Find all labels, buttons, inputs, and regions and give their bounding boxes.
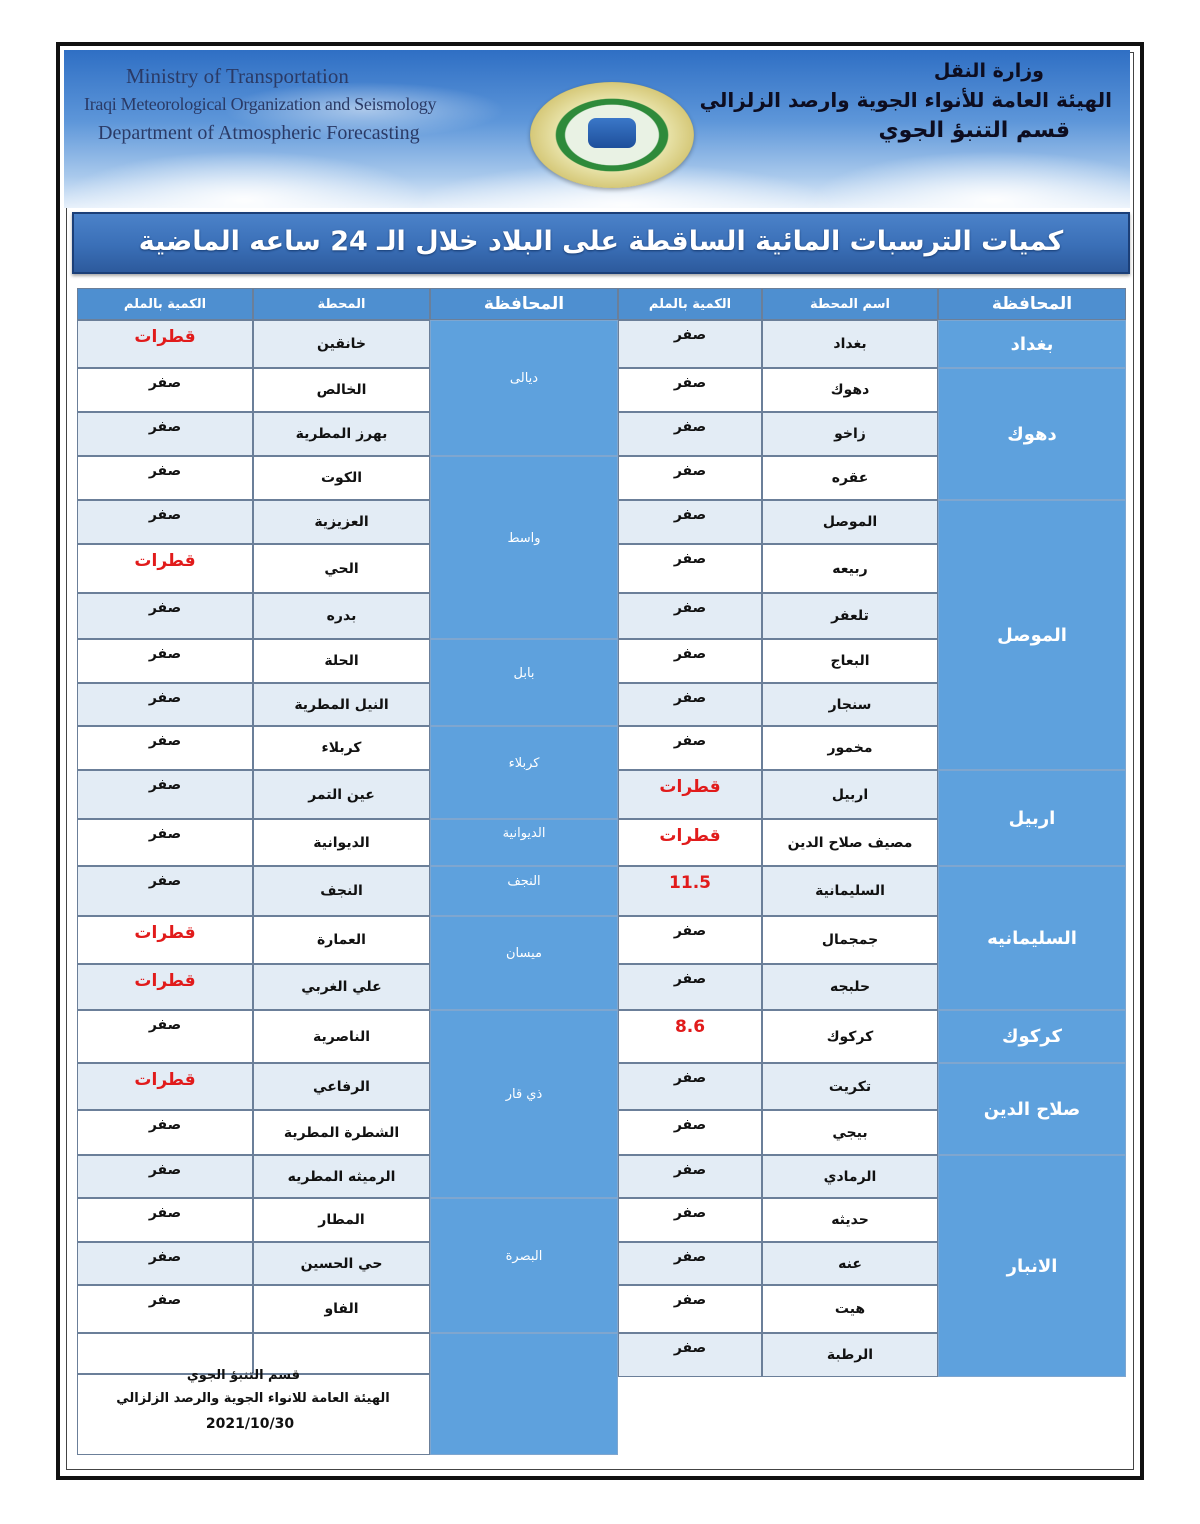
amount-cell: صفر bbox=[618, 1242, 762, 1285]
amount-cell: قطرات bbox=[77, 964, 253, 1010]
department-ar: قسم التنبؤ الجوي bbox=[878, 118, 1070, 143]
station-cell: علي الغربي bbox=[253, 964, 430, 1010]
station-cell: المطار bbox=[253, 1198, 430, 1242]
province-cell: الانبار bbox=[938, 1155, 1126, 1377]
amount-cell: صفر bbox=[77, 683, 253, 726]
amount-cell: قطرات bbox=[618, 770, 762, 819]
station-cell: الرفاعي bbox=[253, 1063, 430, 1110]
amount-cell: صفر bbox=[77, 1155, 253, 1198]
station-cell: النيل المطرية bbox=[253, 683, 430, 726]
province-cell: بابل bbox=[430, 639, 618, 726]
amount-cell: صفر bbox=[77, 412, 253, 456]
station-cell: العمارة bbox=[253, 916, 430, 964]
header-amount: الكمية بالملم bbox=[618, 288, 762, 320]
station-cell: النجف bbox=[253, 866, 430, 916]
amount-cell: صفر bbox=[77, 639, 253, 683]
amount-cell: قطرات bbox=[77, 544, 253, 593]
amount-cell: صفر bbox=[77, 593, 253, 639]
amount-cell: صفر bbox=[618, 1110, 762, 1155]
amount-cell: قطرات bbox=[77, 320, 253, 368]
header-province: المحافظة bbox=[938, 288, 1126, 320]
amount-cell: صفر bbox=[77, 726, 253, 770]
amount-cell: صفر bbox=[77, 1198, 253, 1242]
station-cell: حديثه bbox=[762, 1198, 938, 1242]
station-cell: حي الحسين bbox=[253, 1242, 430, 1285]
amount-cell: صفر bbox=[618, 726, 762, 770]
station-cell: بيجي bbox=[762, 1110, 938, 1155]
station-cell: العزيزية bbox=[253, 500, 430, 544]
station-cell: بدره bbox=[253, 593, 430, 639]
station-cell: كربلاء bbox=[253, 726, 430, 770]
station-cell: الموصل bbox=[762, 500, 938, 544]
province-cell: بغداد bbox=[938, 320, 1126, 368]
province-cell: كركوك bbox=[938, 1010, 1126, 1063]
station-cell: الديوانية bbox=[253, 819, 430, 866]
ministry-en: Ministry of Transportation bbox=[126, 64, 349, 88]
amount-cell: صفر bbox=[618, 320, 762, 368]
header-station: المحطة bbox=[253, 288, 430, 320]
footer-department: قسم التنبؤ الجوي bbox=[186, 1368, 300, 1383]
station-cell: الكوت bbox=[253, 456, 430, 500]
footer-date: 2021/10/30 bbox=[205, 1416, 295, 1432]
amount-cell: صفر bbox=[77, 500, 253, 544]
department-en: Department of Atmospheric Forecasting bbox=[98, 122, 420, 144]
amount-cell: صفر bbox=[77, 770, 253, 819]
station-cell: حلبجه bbox=[762, 964, 938, 1010]
province-cell: الموصل bbox=[938, 500, 1126, 770]
station-cell: الرمادي bbox=[762, 1155, 938, 1198]
station-cell: جمجمال bbox=[762, 916, 938, 964]
amount-cell: صفر bbox=[618, 1333, 762, 1377]
amount-cell: صفر bbox=[618, 683, 762, 726]
amount-cell: صفر bbox=[618, 964, 762, 1010]
amount-cell: صفر bbox=[618, 1063, 762, 1110]
amount-cell: صفر bbox=[618, 500, 762, 544]
footer-organization: الهيئة العامة للانواء الجوية والرصد الزلزالي bbox=[116, 1391, 390, 1406]
province-cell: ميسان bbox=[430, 916, 618, 1010]
station-cell: تكريت bbox=[762, 1063, 938, 1110]
province-cell: صلاح الدين bbox=[938, 1063, 1126, 1155]
page-title: كميات الترسبات المائية الساقطة على البلاد خلال الـ 24 ساعه الماضية bbox=[138, 226, 1064, 257]
province-cell: النجف bbox=[430, 866, 618, 916]
station-cell: الحلة bbox=[253, 639, 430, 683]
amount-cell: صفر bbox=[77, 1010, 253, 1063]
station-cell: عنه bbox=[762, 1242, 938, 1285]
amount-cell: صفر bbox=[618, 593, 762, 639]
amount-cell: صفر bbox=[77, 368, 253, 412]
amount-cell: صفر bbox=[77, 819, 253, 866]
station-cell: الخالص bbox=[253, 368, 430, 412]
amount-cell: صفر bbox=[618, 1285, 762, 1333]
station-cell: سنجار bbox=[762, 683, 938, 726]
header-station-name: اسم المحطة bbox=[762, 288, 938, 320]
amount-cell: صفر bbox=[77, 1285, 253, 1333]
station-cell: عقره bbox=[762, 456, 938, 500]
organization-ar: الهيئة العامة للأنواء الجوية وارصد الزلزالي bbox=[699, 88, 1112, 112]
station-cell: كركوك bbox=[762, 1010, 938, 1063]
amount-cell: قطرات bbox=[77, 1063, 253, 1110]
province-column-fill bbox=[430, 1333, 618, 1455]
header-province-left: المحافظة bbox=[430, 288, 618, 320]
amount-cell: صفر bbox=[618, 456, 762, 500]
logo-emblem-icon bbox=[588, 118, 636, 148]
amount-cell: صفر bbox=[618, 412, 762, 456]
station-cell: دهوك bbox=[762, 368, 938, 412]
station-cell: بغداد bbox=[762, 320, 938, 368]
province-cell: ديالى bbox=[430, 320, 618, 456]
province-cell: كربلاء bbox=[430, 726, 618, 819]
station-cell: ربيعه bbox=[762, 544, 938, 593]
amount-cell: صفر bbox=[618, 544, 762, 593]
station-cell: عين التمر bbox=[253, 770, 430, 819]
province-cell: اربيل bbox=[938, 770, 1126, 866]
station-cell: السليمانية bbox=[762, 866, 938, 916]
amount-cell: 11.5 bbox=[618, 866, 762, 916]
amount-cell: صفر bbox=[77, 1110, 253, 1155]
amount-cell: صفر bbox=[618, 639, 762, 683]
province-cell: واسط bbox=[430, 456, 618, 639]
header-amount-left: الكمية بالملم bbox=[77, 288, 253, 320]
station-cell: هيت bbox=[762, 1285, 938, 1333]
footer-box bbox=[77, 1374, 430, 1455]
amount-cell: صفر bbox=[618, 368, 762, 412]
station-cell: الرطبة bbox=[762, 1333, 938, 1377]
amount-cell: 8.6 bbox=[618, 1010, 762, 1063]
station-cell: الشطرة المطرية bbox=[253, 1110, 430, 1155]
station-cell: مخمور bbox=[762, 726, 938, 770]
amount-cell: صفر bbox=[618, 916, 762, 964]
province-cell: ذي قار bbox=[430, 1010, 618, 1198]
station-cell: زاخو bbox=[762, 412, 938, 456]
station-cell: البعاج bbox=[762, 639, 938, 683]
title-bar bbox=[72, 212, 1130, 274]
amount-cell: صفر bbox=[77, 1242, 253, 1285]
station-cell: الحي bbox=[253, 544, 430, 593]
amount-cell: قطرات bbox=[618, 819, 762, 866]
amount-cell: صفر bbox=[77, 866, 253, 916]
province-cell: البصرة bbox=[430, 1198, 618, 1333]
station-cell: اربيل bbox=[762, 770, 938, 819]
station-cell: خانقين bbox=[253, 320, 430, 368]
station-cell: مصيف صلاح الدين bbox=[762, 819, 938, 866]
amount-cell: صفر bbox=[618, 1198, 762, 1242]
ministry-ar: وزارة النقل bbox=[933, 60, 1044, 82]
organization-en: Iraqi Meteorological Organization and Seismology bbox=[84, 94, 437, 114]
amount-cell: صفر bbox=[618, 1155, 762, 1198]
province-cell: السليمانيه bbox=[938, 866, 1126, 1010]
station-cell: تلعفر bbox=[762, 593, 938, 639]
station-cell: بهرز المطرية bbox=[253, 412, 430, 456]
station-cell: الفاو bbox=[253, 1285, 430, 1333]
station-cell: الرميثه المطريه bbox=[253, 1155, 430, 1198]
province-cell: الديوانية bbox=[430, 819, 618, 866]
station-cell: الناصرية bbox=[253, 1010, 430, 1063]
amount-cell: قطرات bbox=[77, 916, 253, 964]
province-cell: دهوك bbox=[938, 368, 1126, 500]
amount-cell: صفر bbox=[77, 456, 253, 500]
